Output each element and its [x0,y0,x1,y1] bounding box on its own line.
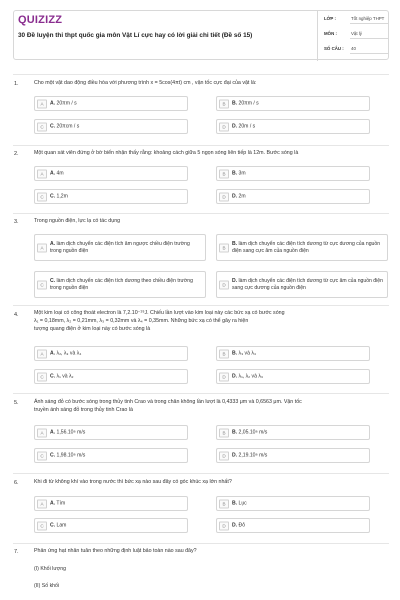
question-text: Phản ứng hạt nhân tuân theo những định luật bảo toàn nào sau đây? [34,548,197,554]
option-d[interactable] [216,369,370,384]
meta-key: SỐ CÂU : [324,46,344,51]
option-letter: A [37,243,47,252]
option-letter: C [37,192,47,201]
option-letter: A [37,499,47,508]
meta-underline [350,23,388,24]
meta-key: LỚP : [324,16,336,21]
question-number: 2. [14,151,19,157]
option-letter: B [219,243,229,252]
option-a[interactable] [34,346,188,361]
option-text: C. 20πcm / s [50,123,80,129]
question-text: Trong nguồn điện, lực lạ có tác dụng [34,218,121,224]
option-b[interactable] [216,496,370,511]
option-letter: A [37,169,47,178]
question-number: 1. [14,81,19,87]
option-text: C. 1,2m [50,193,68,199]
option-text: C. Lam [50,522,67,528]
question-text-line: Ánh sáng đỏ có bước sóng trong thủy tinh Crao và trong chân không lần lượt là 0,4333 μm và 0,6563 μm. Vận tốc [34,399,302,405]
option-text: D. 2m [232,193,246,199]
option-d[interactable] [216,448,370,463]
option-text: C. λ₁ và λ₂ [50,373,74,379]
option-a[interactable] [34,425,188,440]
divider [13,74,389,75]
question-text-line: Một kim loại có công thoát electron là 7,2.10⁻¹⁹J. Chiếu lần lượt vào kim loại này các bức xạ có bước sóng [34,310,285,316]
option-d[interactable] [216,271,388,298]
question-number: 4. [14,312,19,318]
statement-line: (II) Số khối [34,583,60,589]
divider [13,473,389,474]
option-letter: B [219,99,229,108]
option-text: A. 20πm / s [50,100,77,106]
option-text: D. λ₁, λ₂ và λ₃ [232,373,263,379]
question-text [34,399,388,415]
statement-line: (I) Khối lượng [34,566,66,572]
option-b[interactable] [216,425,370,440]
meta-underline [350,53,388,54]
option-text: C. làm dịch chuyển các điện tích dương theo chiều điện trường trong nguồn điện [50,277,193,291]
option-letter: D [219,521,229,530]
option-c[interactable] [34,518,188,533]
option-d[interactable] [216,119,370,134]
divider [13,543,389,544]
option-letter: D [219,122,229,131]
option-a[interactable] [34,496,188,511]
option-letter: C [37,451,47,460]
divider [13,213,389,214]
option-letter: B [219,169,229,178]
option-c[interactable] [34,119,188,134]
meta-value: Vật lý [351,31,362,36]
option-b[interactable] [216,96,370,111]
option-text: B. làm dịch chuyển các điện tích dương từ cực dương của nguồn điện sang cực âm của nguồn điện [232,240,381,254]
option-b[interactable] [216,346,370,361]
option-c[interactable] [34,271,206,298]
option-letter: C [37,122,47,131]
option-text: B. 20πm / s [232,100,259,106]
option-text: A. 1,56.10⁸ m/s [50,429,86,435]
option-letter: C [37,280,47,289]
option-text: A. λ₂, λ₃ và λ₄ [50,350,82,356]
divider [13,145,389,146]
option-a[interactable] [34,96,188,111]
question-text: Khi đi từ không khí vào trong nước thì bức xạ nào sau đây có góc khúc xạ lớn nhất? [34,479,232,485]
option-letter: D [219,280,229,289]
meta-underline [350,38,388,39]
option-c[interactable] [34,369,188,384]
option-text: D. 20m / s [232,123,256,129]
option-text: B. 2,05.10⁸ m/s [232,429,268,435]
option-b[interactable] [216,234,388,261]
meta-key: MÔN : [324,31,337,36]
option-letter: D [219,192,229,201]
page-title: 30 Đề luyện thi thpt quốc gia môn Vật Lí cực hay có lời giải chi tiết (Đề số 15) [18,32,253,39]
meta-panel [317,11,390,61]
option-text: D. làm dịch chuyển các điện tích dương từ cực âm của nguồn điện sang cực dương của nguồn điện [232,277,383,291]
worksheet-header [13,10,389,60]
question-text [34,310,388,333]
meta-value: 40 [351,46,356,51]
option-letter: A [37,99,47,108]
question-text: Cho một vật dao động điều hòa với phương trình x = 5cos(4πt) cm , vận tốc cực đại của vật là: [34,80,257,86]
question-number: 7. [14,549,19,555]
option-letter: D [219,372,229,381]
question-number: 6. [14,480,19,486]
option-b[interactable] [216,166,370,181]
option-letter: C [37,372,47,381]
question-text: Một quan sát viên đứng ở bờ biển nhận thấy rằng: khoảng cách giữa 5 ngọn sóng liên tiếp là 12m. Bước sóng là [34,150,299,156]
question-text-line: truyền ánh sáng đỏ trong thủy tinh Crao là [34,406,133,413]
option-c[interactable] [34,189,188,204]
option-letter: C [37,521,47,530]
quizizz-logo: QUIZIZZ [18,14,63,26]
option-a[interactable] [34,234,206,261]
option-text: D. 2,19.10⁸ m/s [232,452,268,458]
divider [13,305,389,306]
option-d[interactable] [216,518,370,533]
option-text: B. 3m [232,170,246,176]
question-number: 3. [14,219,19,225]
option-letter: B [219,428,229,437]
option-text: A. Tím [50,500,66,506]
question-text-line: λ₁ = 0,18mm, λ₂ = 0,21mm, λ₃ = 0,32mm và λ₄ = 0,35mm. Những bức xạ có thể gây ra hiện [34,317,249,324]
question-text-line: tượng quang điện ở kim loại này có bước sóng là [34,325,151,332]
option-text: B. Lục [232,500,247,506]
option-letter: A [37,428,47,437]
option-text: A. làm dịch chuyển các điện tích âm ngược chiều điện trường trong nguồn điện [50,240,190,254]
question-number: 5. [14,400,19,406]
option-letter: A [37,349,47,358]
option-text: B. λ₃ và λ₄ [232,350,256,356]
divider [13,393,389,394]
option-text: A. 4m [50,170,64,176]
option-d[interactable] [216,189,370,204]
option-letter: B [219,499,229,508]
meta-value: Tốt nghiệp THPT [351,16,385,21]
option-text: C. 1,98.10⁸ m/s [50,452,86,458]
option-text: D. Đỏ [232,522,246,528]
option-letter: B [219,349,229,358]
option-a[interactable] [34,166,188,181]
option-c[interactable] [34,448,188,463]
option-letter: D [219,451,229,460]
